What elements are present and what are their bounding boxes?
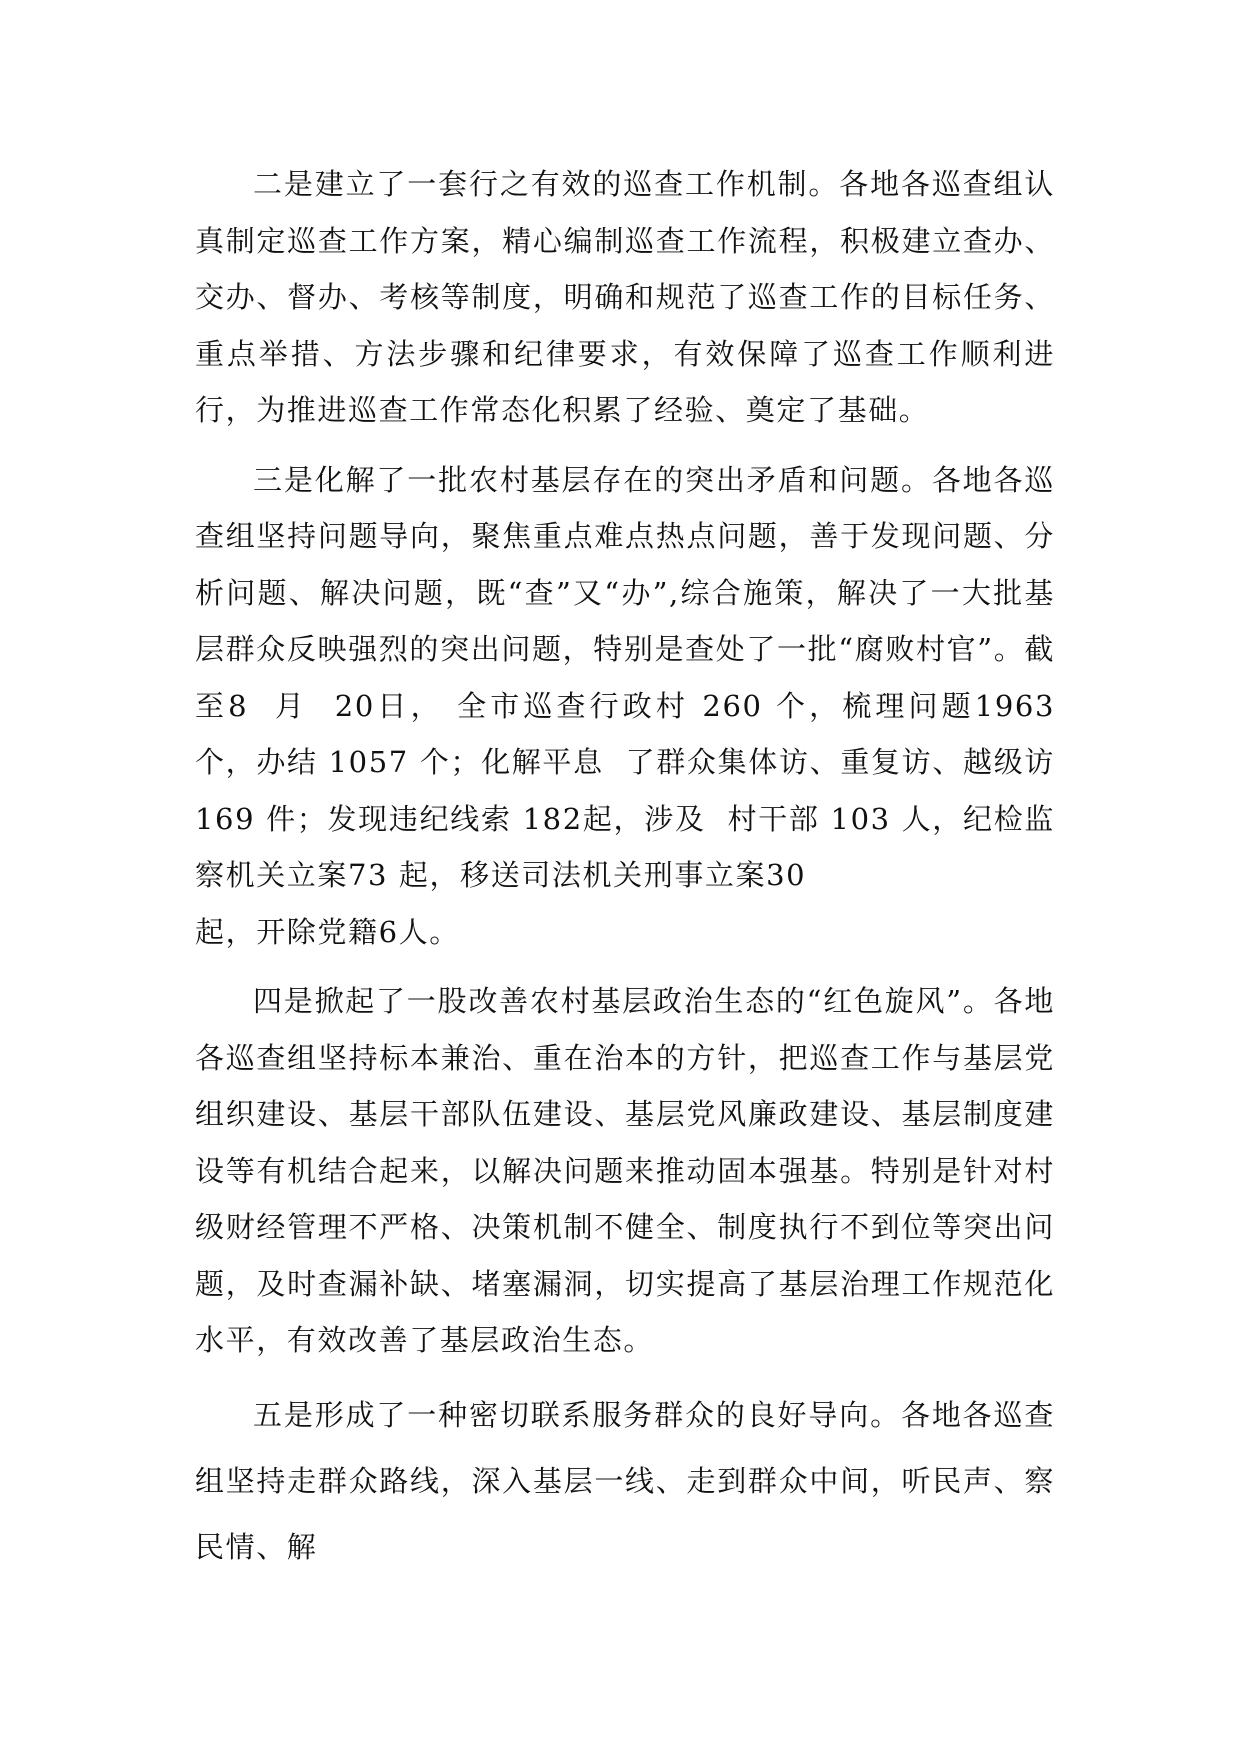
paragraph-political-ecology: 四是掀起了一股改善农村基层政治生态的“红色旋风”。各地各巡查组坚持标本兼治、重在治本的方针，把巡查工作与基层党组织建设、基层干部队伍建设、基层党风廉政建设、基层制度建设等有机结合起来，以解决问题来推动固本强基。特别是针对村级财经管理不严格、决策机制不健全、制度执行不到位等突出问题，及时查漏补缺、堵塞漏洞，切实提高了基层治理工作规范化水平，有效改善了基层政治生态。	[195, 984, 1055, 1357]
document-body	[195, 156, 1066, 1580]
paragraph-mass-line: 五是形成了一种密切联系服务群众的良好导向。各地各巡查组坚持走群众路线，深入基层一线、走到群众中间，听民声、察民情、解	[195, 1397, 1055, 1564]
paragraph-contradictions-continued: 起，开除党籍6人。	[195, 914, 460, 949]
paragraph-contradictions: 三是化解了一批农村基层存在的突出矛盾和问题。各地各巡查组坚持问题导向，聚焦重点难点热点问题，善于发现问题、分析问题、解决问题，既“查”又“办”,综合施策，解决了一大批基层群众反映强烈的突出问题，特别是查处了一批“腐败村官”。截至8 月 20日， 全市巡查行政村 260 个，梳理问题1963 个，办结 1057 个；化解平息 了群众集体访、重复访、越级访169 件；发现违纪线索 182起，涉及 村干部 103 人，纪检监察机关立案73 起，移送司法机关刑事立案30	[195, 462, 1066, 892]
paragraph-mechanism: 二是建立了一套行之有效的巡查工作机制。各地各巡查组认真制定巡查工作方案，精心编制巡查工作流程，积极建立查办、交办、督办、考核等制度，明确和规范了巡查工作的目标任务、重点举措、方法步骤和纪律要求，有效保障了巡查工作顺利进行，为推进巡查工作常态化积累了经验、奠定了基础。	[195, 167, 1055, 427]
